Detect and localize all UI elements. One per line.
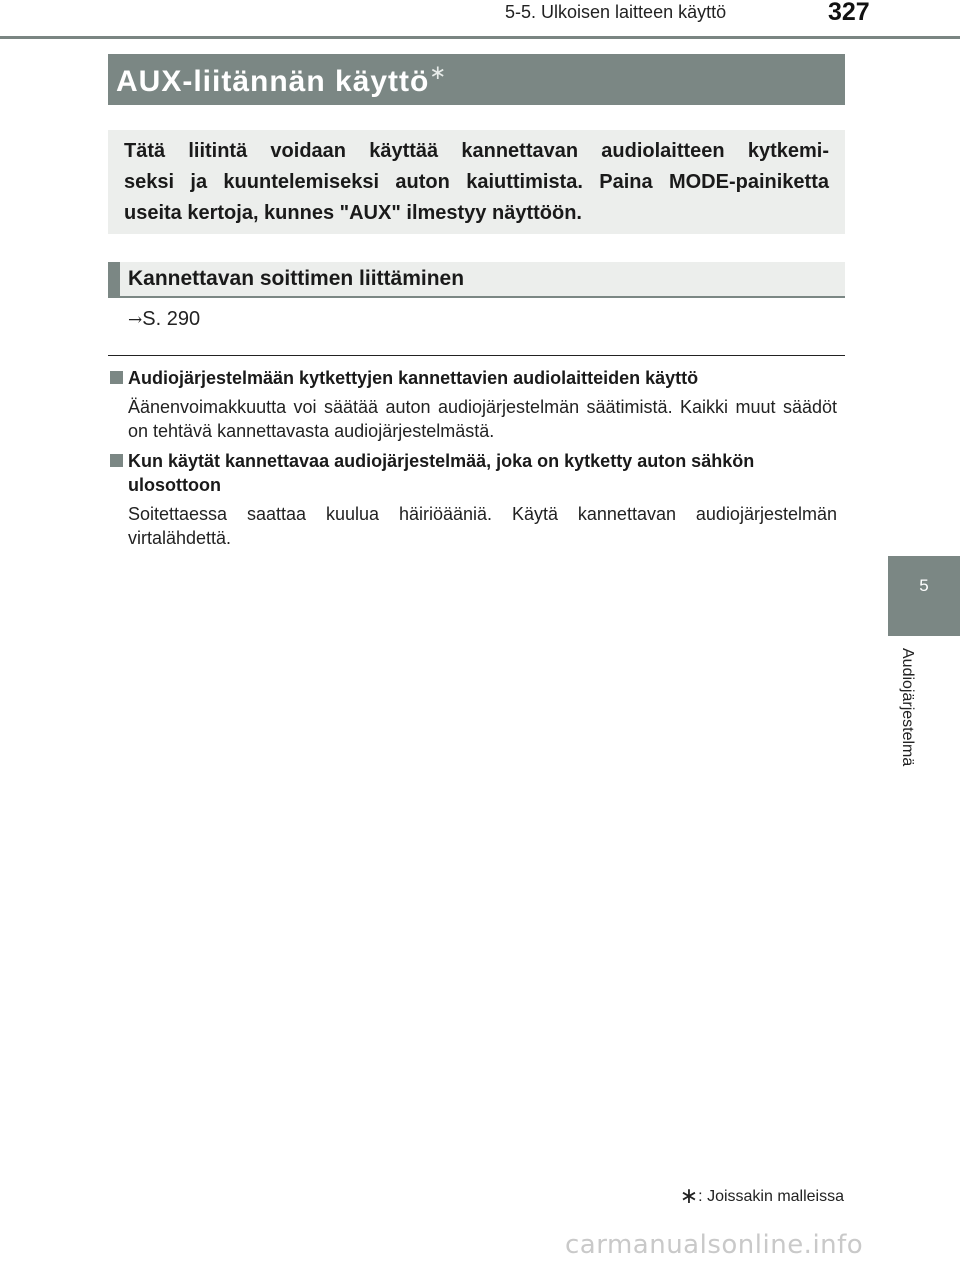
note-title-text: Kun käytät kannettavaa audiojärjestelmää, joka on kytketty auton sähkön ulosottoon <box>128 451 755 495</box>
page-reference[interactable] <box>128 308 200 331</box>
note-block <box>108 449 845 550</box>
square-bullet-icon <box>110 454 123 467</box>
footnote <box>680 1183 844 1209</box>
intro-paragraph <box>124 136 829 229</box>
square-bullet-icon <box>110 371 123 384</box>
note-body: Soitettaessa saattaa kuulua häiriöääniä. Käytä kannettavan audiojärjestelmän virtalähdettä. <box>128 504 837 548</box>
arrow-icon: → <box>128 310 143 330</box>
intro-line-3: useita kertoja, kunnes "AUX" ilmestyy näyttöön. <box>124 202 582 224</box>
chapter-number: 5 <box>919 576 929 595</box>
subsection-heading: Kannettavan soittimen liittäminen <box>108 262 845 298</box>
title-bar <box>108 54 845 105</box>
title-star-marker: ∗ <box>429 62 448 84</box>
intro-line-1: Tätä liitintä voidaan käyttää kannettavan audiolaitteen kytkemi- <box>124 140 829 162</box>
note-title <box>108 449 845 497</box>
chapter-side-tab <box>888 556 960 636</box>
page-number: 327 <box>828 0 870 26</box>
note-title-text: Audiojärjestelmään kytkettyjen kannettavien audiolaitteiden käyttö <box>128 368 699 388</box>
chapter-side-label: Audiojärjestelmä <box>899 648 916 767</box>
header-section-title: 5-5. Ulkoisen laitteen käyttö <box>505 2 727 22</box>
intro-box <box>108 130 845 234</box>
watermark: carmanualsonline.info <box>565 1230 864 1260</box>
section-divider <box>108 355 845 356</box>
note-body: Äänenvoimakkuutta voi säätää auton audiojärjestelmän säätimistä. Kaikki muut säädöt on tehtävä kannettavasta audiojärjestelmästä. <box>128 397 837 441</box>
footnote-star-icon: ∗ <box>679 1183 699 1208</box>
page-title: AUX-liitännän käyttö <box>116 65 430 98</box>
intro-line-2: seksi ja kuuntelemiseksi auton kaiuttimista. Paina MODE-painiketta <box>124 171 829 193</box>
footnote-text: : Joissakin malleissa <box>698 1188 844 1205</box>
header-rule <box>0 36 960 39</box>
note-block <box>108 366 845 443</box>
note-title <box>108 366 845 390</box>
page-reference-text: S. 290 <box>142 308 201 330</box>
